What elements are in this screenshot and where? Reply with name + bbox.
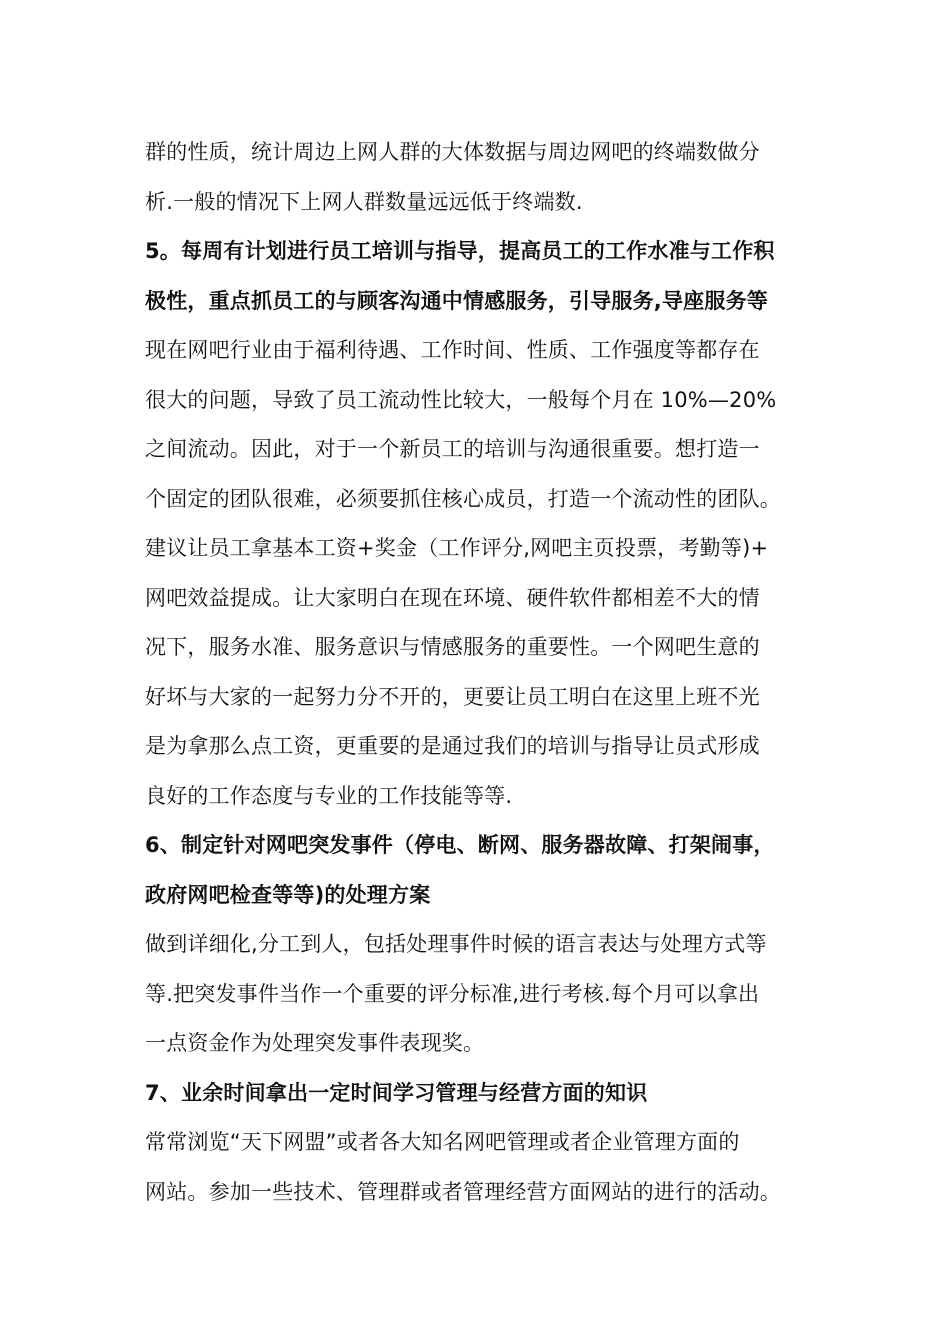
paragraph-management-learning — [145, 1118, 815, 1217]
text-line: 群的性质，统计周边上网人群的大体数据与周边网吧的终端数做分 — [145, 140, 760, 164]
paragraph-staff-training — [145, 326, 815, 821]
text-line: 好坏与大家的一起努力分不开的，更要让员工明白在这里上班不光 — [145, 684, 760, 709]
heading-line: 6、制定针对网吧突发事件（停电、断网、服务器故障、打架闹事， — [145, 833, 775, 857]
heading-line: 7、业余时间拿出一定时间学习管理与经营方面的知识 — [145, 1080, 648, 1105]
text-line: 做到详细化,分工到人，包括处理事件时候的语言表达与处理方式等 — [145, 932, 767, 956]
text-line: 现在网吧行业由于福利待遇、工作时间、性质、工作强度等都存在 — [145, 338, 760, 362]
heading-line: 极性，重点抓员工的与顾客沟通中情感服务，引导服务,导座服务等 — [145, 288, 768, 313]
text-line: 很大的问题，导致了员工流动性比较大，一般每个月在 10%—20% — [145, 387, 777, 412]
text-line: 是为拿那么点工资，更重要的是通过我们的培训与指导让员式形成 — [145, 734, 760, 758]
paragraph-emergency-plan — [145, 920, 815, 1069]
heading-section-5 — [145, 227, 815, 326]
heading-section-6 — [145, 821, 815, 920]
heading-line: 5。每周有计划进行员工培训与指导，提高员工的工作水准与工作积 — [145, 239, 775, 263]
text-line: 析.一般的情况下上网人群数量远远低于终端数. — [145, 189, 583, 214]
text-line: 况下，服务水准、服务意识与情感服务的重要性。一个网吧生意的 — [145, 635, 760, 659]
text-line: 个固定的团队很难，必须要抓住核心成员，打造一个流动性的团队。 — [145, 486, 781, 511]
text-line: 网站。参加一些技术、管理群或者管理经营方面网站的进行的活动。 — [145, 1179, 781, 1204]
paragraph-network-population — [145, 128, 815, 227]
heading-line: 政府网吧检查等等)的处理方案 — [145, 882, 431, 907]
text-line: 建议让员工拿基本工资+奖金（工作评分,网吧主页投票，考勤等)+ — [145, 536, 769, 560]
text-line: 之间流动。因此，对于一个新员工的培训与沟通很重要。想打造一 — [145, 437, 760, 461]
text-line: 网吧效益提成。让大家明白在现在环境、硬件软件都相差不大的情 — [145, 585, 760, 610]
text-line: 常常浏览“天下网盟”或者各大知名网吧管理或者企业管理方面的 — [145, 1130, 740, 1154]
text-line: 良好的工作态度与专业的工作技能等等. — [145, 783, 513, 808]
document-body — [145, 128, 815, 1217]
heading-section-7 — [145, 1069, 815, 1119]
text-line: 等.把突发事件当作一个重要的评分标准,进行考核.每个月可以拿出 — [145, 981, 760, 1006]
text-line: 一点资金作为处理突发事件表现奖。 — [145, 1031, 485, 1055]
